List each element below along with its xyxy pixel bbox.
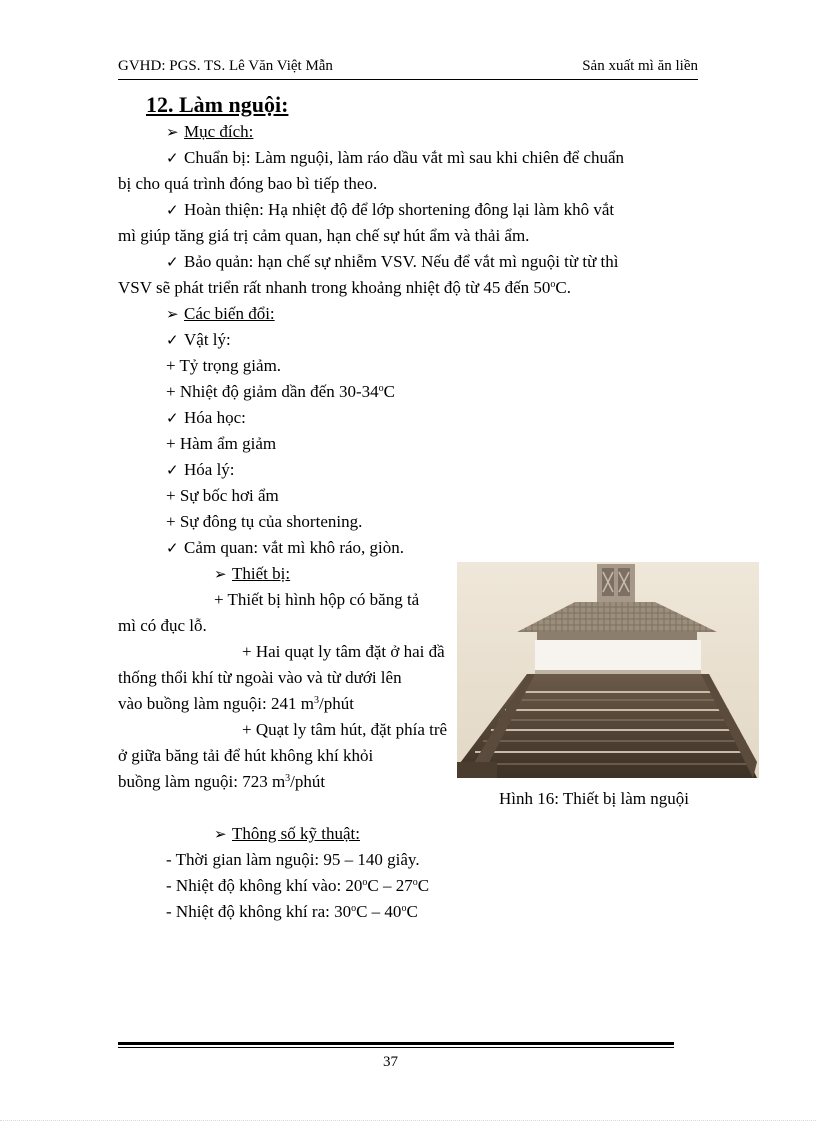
heading-thiet-bi <box>214 563 290 586</box>
spec-time: - Thời gian làm nguội: 95 – 140 giây. <box>166 850 420 869</box>
check-bullet-icon: ✓ <box>166 463 179 479</box>
check-bullet-icon: ✓ <box>166 203 179 219</box>
heading-label: Thông số kỹ thuật: <box>232 824 360 843</box>
text-part: /phút <box>318 694 354 713</box>
page-header <box>118 58 698 80</box>
item-hoa-ly <box>166 459 235 482</box>
item-hoan-thien-cont: mì giúp tăng giá trị cảm quan, hạn chế sự hút ẩm và thải ẩm. <box>118 226 530 245</box>
heading-bien-doi <box>166 303 275 326</box>
cooling-equipment-photo <box>457 562 759 778</box>
text-part: buồng làm nguội: 723 m <box>118 772 286 791</box>
item-hoan-thien <box>166 199 614 222</box>
degree-sup: o <box>362 877 368 888</box>
item-bao-quan-cont <box>118 277 571 299</box>
item-vat-ly <box>166 329 231 352</box>
degree-sup: o <box>550 279 556 290</box>
figure-caption: Hình 16: Thiết bị làm nguội <box>499 789 689 808</box>
text-part: C <box>383 382 395 401</box>
item-text: Vật lý: <box>184 330 231 349</box>
heading-label: Thiết bị: <box>232 564 291 583</box>
footer-rule <box>118 1042 674 1045</box>
item-cam-quan <box>166 537 404 560</box>
header-instructor: GVHD: PGS. TS. Lê Văn Việt Mẫn <box>118 58 333 74</box>
text-part: C <box>417 876 430 895</box>
cube-sup: 3 <box>313 695 319 706</box>
header-rule <box>118 79 698 80</box>
text-part: + Nhiệt độ giảm dần đến 30-34 <box>166 382 379 401</box>
item-boc-hoi: + Sự bốc hơi ẩm <box>166 486 279 505</box>
heading-label: Mục đích: <box>184 122 254 141</box>
section-title-text: 12. Làm nguội: <box>146 92 289 117</box>
section-title <box>146 90 288 120</box>
thiet-bi-line <box>118 693 354 715</box>
item-chuan-bi-cont: bị cho quá trình đóng bao bì tiếp theo. <box>118 174 378 193</box>
arrow-bullet-icon: ➢ <box>214 827 227 843</box>
text-part: C <box>406 902 418 921</box>
item-text: Chuẩn bị: Làm nguội, làm ráo dầu vắt mì sau khi chiên để chuẩn <box>184 148 624 167</box>
item-text: Hóa học: <box>184 408 246 427</box>
thiet-bi-line: + Hai quạt ly tâm đặt ở hai đầ <box>242 642 445 661</box>
text-part: /phút <box>290 772 326 791</box>
thiet-bi-line: + Quạt ly tâm hút, đặt phía trê <box>242 720 448 739</box>
text-part: C – 40 <box>356 902 402 921</box>
page-edge-divider <box>0 1120 816 1121</box>
check-bullet-icon: ✓ <box>166 333 179 349</box>
degree-sup: o <box>412 877 418 888</box>
spec-temp-out <box>166 901 418 923</box>
item-text: Cảm quan: vắt mì khô ráo, giòn. <box>184 538 405 557</box>
thiet-bi-line: + Thiết bị hình hộp có băng tả <box>214 590 420 609</box>
thiet-bi-line: thống thổi khí từ ngoài vào và từ dưới lên <box>118 668 402 687</box>
arrow-bullet-icon: ➢ <box>166 307 179 323</box>
item-text: Hóa lý: <box>184 460 235 479</box>
thiet-bi-line: ở giữa băng tải để hút không khí khỏi <box>118 746 374 765</box>
text-part: C. <box>555 278 572 297</box>
degree-sup: o <box>351 903 357 914</box>
thiet-bi-line: mì có đục lỗ. <box>118 616 207 635</box>
check-bullet-icon: ✓ <box>166 151 179 167</box>
item-hoa-hoc <box>166 407 246 430</box>
cube-sup: 3 <box>285 773 291 784</box>
heading-label: Các biến đổi: <box>184 304 275 323</box>
text-part: vào buồng làm nguội: 241 m <box>118 694 314 713</box>
item-ty-trong: + Tỷ trọng giảm. <box>166 356 282 375</box>
check-bullet-icon: ✓ <box>166 255 179 271</box>
page-number: 37 <box>383 1054 398 1070</box>
text-part: - Nhiệt độ không khí vào: 20 <box>166 876 363 895</box>
arrow-bullet-icon: ➢ <box>214 567 227 583</box>
header-topic: Sản xuất mì ăn liền <box>582 58 698 74</box>
item-bao-quan <box>166 251 619 274</box>
text-part: VSV sẽ phát triển rất nhanh trong khoảng nhiệt độ từ 45 đến 50 <box>118 278 551 297</box>
item-text: Hoàn thiện: Hạ nhiệt độ để lớp shortening đông lại làm khô vắt <box>184 200 615 219</box>
item-chuan-bi <box>166 147 624 170</box>
text-part: - Nhiệt độ không khí ra: 30 <box>166 902 352 921</box>
heading-thong-so <box>214 823 360 846</box>
thiet-bi-line <box>118 771 325 793</box>
item-ham-am: + Hàm ẩm giảm <box>166 434 277 453</box>
degree-sup: o <box>378 383 384 394</box>
footer-rule-thin <box>118 1047 674 1048</box>
spec-temp-in <box>166 875 429 897</box>
check-bullet-icon: ✓ <box>166 541 179 557</box>
degree-sup: o <box>401 903 407 914</box>
check-bullet-icon: ✓ <box>166 411 179 427</box>
heading-muc-dich <box>166 121 253 144</box>
item-dong-tu: + Sự đông tụ của shortening. <box>166 512 363 531</box>
arrow-bullet-icon: ➢ <box>166 125 179 141</box>
item-nhiet-do <box>166 381 395 403</box>
text-part: C – 27 <box>367 876 413 895</box>
item-text: Bảo quản: hạn chế sự nhiễm VSV. Nếu để vắt mì nguội từ từ thì <box>184 252 619 271</box>
